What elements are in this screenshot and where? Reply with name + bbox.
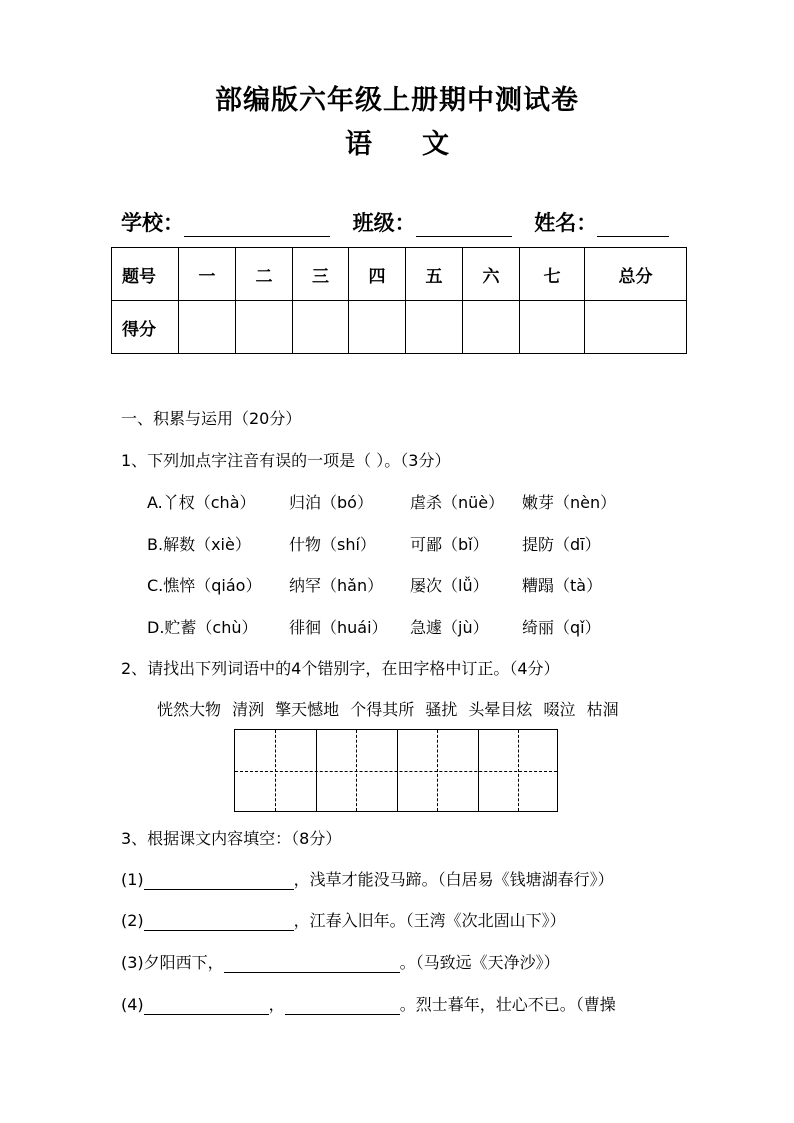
school-label: 学校： <box>121 210 184 235</box>
score-table-score-row <box>112 301 687 354</box>
option-a-3: 虐杀（nüè） <box>410 493 505 512</box>
name-label: 姓名： <box>534 210 598 235</box>
option-a-4: 嫩芽（nèn） <box>522 493 617 512</box>
option-a-1: A.丫杈（chà） <box>147 493 256 512</box>
header-cell: 六 <box>463 248 520 301</box>
fill-blank[interactable] <box>285 996 400 1015</box>
page-title: 部编版六年级上册期中测试卷 <box>215 85 579 116</box>
fill-line-1 <box>121 867 614 890</box>
school-field[interactable] <box>184 214 330 237</box>
fill-1-prefix: (1) <box>121 870 144 889</box>
student-info <box>121 207 669 237</box>
option-c-2: 纳罕（hǎn） <box>289 576 384 595</box>
score-cell[interactable] <box>236 301 293 354</box>
fill-4-prefix: (4) <box>121 995 144 1014</box>
fill-2-text: ，江春入旧年。（王湾《次北固山下》） <box>293 911 566 930</box>
question-2-stem: 2、请找出下列词语中的4个错别字，在田字格中订正。（4分） <box>121 659 560 678</box>
fill-blank[interactable] <box>224 954 400 973</box>
option-c-1: C.憔悴（qiáo） <box>147 576 262 595</box>
subject-char-1: 语 <box>345 129 372 160</box>
fill-blank[interactable] <box>144 996 269 1015</box>
section-heading: 一、积累与运用（20分） <box>121 409 302 428</box>
score-cell[interactable] <box>293 301 349 354</box>
fill-2-prefix: (2) <box>121 911 144 930</box>
header-cell: 七 <box>520 248 585 301</box>
option-c-3: 屡次（lǚ） <box>410 576 489 595</box>
fill-line-2 <box>121 908 566 931</box>
subject-char-2: 文 <box>422 129 449 160</box>
header-cell: 总分 <box>585 248 687 301</box>
header-cell: 五 <box>406 248 463 301</box>
class-field[interactable] <box>416 214 512 237</box>
option-d-1: D.贮蓄（chù） <box>147 618 258 637</box>
option-a-2: 归泊（bó） <box>289 493 373 512</box>
fill-4-mid: ， <box>268 995 285 1014</box>
option-d-3: 急遽（jù） <box>410 618 489 637</box>
fill-4-text: 。烈士暮年，壮心不已。（曹操 <box>399 995 616 1014</box>
header-cell: 二 <box>236 248 293 301</box>
subject-title <box>0 122 794 161</box>
option-b-3: 可鄙（bǐ） <box>410 535 489 554</box>
option-d-2: 徘徊（huái） <box>289 618 388 637</box>
score-cell[interactable] <box>349 301 406 354</box>
fill-3-prefix: (3)夕阳西下， <box>121 953 224 972</box>
header-cell: 四 <box>349 248 406 301</box>
fill-line-4 <box>121 992 616 1015</box>
score-cell[interactable] <box>406 301 463 354</box>
score-table <box>111 247 687 354</box>
option-d-4: 绮丽（qǐ） <box>522 618 601 637</box>
score-cell[interactable] <box>179 301 236 354</box>
fill-blank[interactable] <box>144 912 294 931</box>
score-table-header-row <box>112 248 687 301</box>
score-row-label: 得分 <box>112 301 179 354</box>
score-cell[interactable] <box>463 301 520 354</box>
class-label: 班级： <box>352 210 416 235</box>
question-1-stem: 1、下列加点字注音有误的一项是（ ）。（3分） <box>121 451 451 470</box>
score-cell[interactable] <box>585 301 687 354</box>
fill-line-3 <box>121 950 560 973</box>
tianzige-grid[interactable] <box>234 729 558 812</box>
fill-blank[interactable] <box>144 871 294 890</box>
question-2-words: 恍然大物 清洌 擎天憾地 个得其所 骚扰 头晕目炫 啜泣 枯涸 <box>157 700 619 719</box>
option-c-4: 糟蹋（tà） <box>522 576 603 595</box>
name-field[interactable] <box>597 214 669 237</box>
option-b-1: B.解数（xiè） <box>147 535 251 554</box>
header-cell: 三 <box>293 248 349 301</box>
question-3-stem: 3、根据课文内容填空：（8分） <box>121 829 342 848</box>
option-b-2: 什物（shí） <box>289 535 376 554</box>
score-cell[interactable] <box>520 301 585 354</box>
fill-3-text: 。（马致远《天净沙》） <box>399 953 560 972</box>
option-b-4: 提防（dī） <box>522 535 601 554</box>
header-cell: 题号 <box>112 248 179 301</box>
fill-1-text: ，浅草才能没马蹄。（白居易《钱塘湖春行》） <box>293 870 614 889</box>
header-cell: 一 <box>179 248 236 301</box>
